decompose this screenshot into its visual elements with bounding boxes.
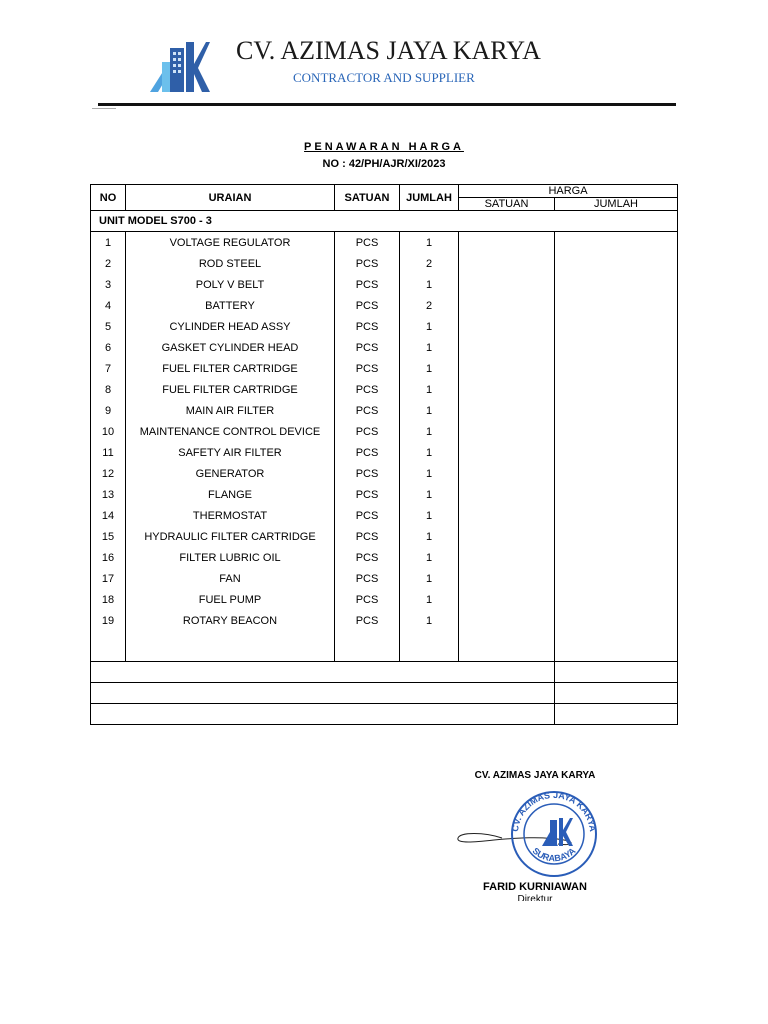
summary-row: [91, 704, 678, 725]
cell-harga-satuan: [459, 463, 555, 484]
table-row: [91, 295, 678, 316]
cell-harga-satuan: [459, 568, 555, 589]
cell-harga-jumlah: [555, 400, 678, 421]
header-divider-accent: [92, 108, 116, 109]
stamp-text-bottom: SURABAYA: [530, 845, 578, 864]
cell-jumlah: 1: [400, 358, 459, 379]
cell-harga-satuan: [459, 274, 555, 295]
filler-cell: [459, 631, 555, 662]
table-row: [91, 463, 678, 484]
cell-no: 4: [91, 295, 126, 316]
table-row: [91, 274, 678, 295]
cell-jumlah: 1: [400, 463, 459, 484]
header-divider: [98, 103, 676, 106]
cell-no: 17: [91, 568, 126, 589]
company-logo: [150, 40, 210, 96]
cell-uraian: FLANGE: [126, 484, 335, 505]
table-header-row: [91, 185, 678, 198]
cell-satuan: PCS: [335, 274, 400, 295]
cell-harga-satuan: [459, 400, 555, 421]
table-row: [91, 526, 678, 547]
unit-model-row: [91, 211, 678, 232]
cell-satuan: PCS: [335, 463, 400, 484]
summary-row: [91, 683, 678, 704]
summary-row: [91, 662, 678, 683]
cell-jumlah: 2: [400, 253, 459, 274]
cell-harga-jumlah: [555, 610, 678, 631]
cell-harga-jumlah: [555, 253, 678, 274]
cell-harga-jumlah: [555, 463, 678, 484]
cell-satuan: PCS: [335, 505, 400, 526]
cell-no: 2: [91, 253, 126, 274]
cell-uraian: THERMOSTAT: [126, 505, 335, 526]
filler-cell: [335, 631, 400, 662]
cell-no: 14: [91, 505, 126, 526]
filler-cell: [555, 631, 678, 662]
table-row: [91, 358, 678, 379]
table-row: [91, 337, 678, 358]
cell-harga-satuan: [459, 232, 555, 254]
cell-jumlah: 1: [400, 568, 459, 589]
cell-no: 3: [91, 274, 126, 295]
cell-no: 6: [91, 337, 126, 358]
table-row: [91, 610, 678, 631]
cell-uraian: FUEL FILTER CARTRIDGE: [126, 358, 335, 379]
cell-harga-satuan: [459, 358, 555, 379]
company-tagline: CONTRACTOR AND SUPPLIER: [293, 70, 475, 85]
cell-satuan: PCS: [335, 421, 400, 442]
table-row: [91, 316, 678, 337]
cell-harga-satuan: [459, 337, 555, 358]
cell-harga-satuan: [459, 547, 555, 568]
cell-harga-satuan: [459, 484, 555, 505]
cell-harga-jumlah: [555, 547, 678, 568]
cell-satuan: PCS: [335, 484, 400, 505]
cell-no: 1: [91, 232, 126, 254]
cell-harga-satuan: [459, 526, 555, 547]
cell-harga-jumlah: [555, 568, 678, 589]
document-number: NO : 42/PH/AJR/XI/2023: [322, 158, 446, 170]
table-row: [91, 547, 678, 568]
header-harga-jumlah: JUMLAH: [555, 198, 678, 211]
cell-satuan: PCS: [335, 589, 400, 610]
cell-no: 8: [91, 379, 126, 400]
cell-satuan: PCS: [335, 358, 400, 379]
cell-harga-satuan: [459, 589, 555, 610]
cell-uraian: ROD STEEL: [126, 253, 335, 274]
cell-no: 16: [91, 547, 126, 568]
cell-harga-jumlah: [555, 295, 678, 316]
table-filler-row: [91, 631, 678, 662]
header-satuan: SATUAN: [335, 185, 400, 211]
cell-harga-satuan: [459, 253, 555, 274]
cell-jumlah: 1: [400, 421, 459, 442]
cell-uraian: FAN: [126, 568, 335, 589]
cell-jumlah: 1: [400, 337, 459, 358]
cell-jumlah: 1: [400, 274, 459, 295]
filler-cell: [400, 631, 459, 662]
cell-no: 19: [91, 610, 126, 631]
cell-satuan: PCS: [335, 526, 400, 547]
header-no: NO: [91, 185, 126, 211]
cell-uraian: POLY V BELT: [126, 274, 335, 295]
table-row: [91, 379, 678, 400]
cell-harga-satuan: [459, 379, 555, 400]
stamp-text-top: CV. AZIMAS JAYA KARYA: [509, 789, 599, 833]
cell-satuan: PCS: [335, 568, 400, 589]
cell-harga-satuan: [459, 610, 555, 631]
cell-harga-jumlah: [555, 484, 678, 505]
cell-harga-satuan: [459, 442, 555, 463]
cell-harga-satuan: [459, 316, 555, 337]
summary-value-cell: [555, 662, 678, 683]
cell-harga-satuan: [459, 505, 555, 526]
header-harga-satuan: SATUAN: [459, 198, 555, 211]
cell-harga-jumlah: [555, 442, 678, 463]
cell-jumlah: 1: [400, 589, 459, 610]
cell-harga-jumlah: [555, 232, 678, 254]
cell-uraian: FUEL PUMP: [126, 589, 335, 610]
cell-uraian: SAFETY AIR FILTER: [126, 442, 335, 463]
header-jumlah: JUMLAH: [400, 185, 459, 211]
cell-no: 7: [91, 358, 126, 379]
stamp-logo-icon: [542, 818, 573, 846]
cell-no: 12: [91, 463, 126, 484]
company-name: CV. AZIMAS JAYA KARYA: [236, 36, 541, 65]
table-row: [91, 400, 678, 421]
cell-satuan: PCS: [335, 379, 400, 400]
cell-satuan: PCS: [335, 316, 400, 337]
summary-value-cell: [555, 683, 678, 704]
filler-cell: [126, 631, 335, 662]
cell-jumlah: 1: [400, 442, 459, 463]
table-row: [91, 568, 678, 589]
cell-jumlah: 2: [400, 295, 459, 316]
table-row: [91, 253, 678, 274]
cell-satuan: PCS: [335, 547, 400, 568]
cell-harga-jumlah: [555, 589, 678, 610]
table-row: [91, 421, 678, 442]
cell-uraian: BATTERY: [126, 295, 335, 316]
cell-no: 5: [91, 316, 126, 337]
cell-jumlah: 1: [400, 505, 459, 526]
cell-jumlah: 1: [400, 232, 459, 254]
cell-uraian: FILTER LUBRIC OIL: [126, 547, 335, 568]
table-row: [91, 484, 678, 505]
cell-jumlah: 1: [400, 400, 459, 421]
cell-uraian: MAINTENANCE CONTROL DEVICE: [126, 421, 335, 442]
cell-harga-jumlah: [555, 421, 678, 442]
table-row: [91, 442, 678, 463]
cell-satuan: PCS: [335, 400, 400, 421]
company-stamp: [446, 782, 606, 882]
cell-harga-jumlah: [555, 505, 678, 526]
cell-no: 18: [91, 589, 126, 610]
cell-uraian: ROTARY BEACON: [126, 610, 335, 631]
cell-jumlah: 1: [400, 526, 459, 547]
table-row: [91, 232, 678, 254]
unit-model-label: UNIT MODEL S700 - 3: [91, 211, 678, 232]
cell-harga-jumlah: [555, 316, 678, 337]
header-uraian: URAIAN: [126, 185, 335, 211]
cell-uraian: VOLTAGE REGULATOR: [126, 232, 335, 254]
table-row: [91, 589, 678, 610]
summary-value-cell: [555, 704, 678, 725]
filler-cell: [91, 631, 126, 662]
cell-satuan: PCS: [335, 253, 400, 274]
cell-harga-satuan: [459, 295, 555, 316]
cell-uraian: CYLINDER HEAD ASSY: [126, 316, 335, 337]
cell-no: 15: [91, 526, 126, 547]
cell-harga-jumlah: [555, 337, 678, 358]
signatory-name: FARID KURNIAWAN: [483, 881, 587, 893]
signatory-title-clip: [440, 894, 630, 901]
cell-no: 9: [91, 400, 126, 421]
cell-no: 13: [91, 484, 126, 505]
cell-jumlah: 1: [400, 610, 459, 631]
cell-satuan: PCS: [335, 610, 400, 631]
cell-satuan: PCS: [335, 337, 400, 358]
cell-jumlah: 1: [400, 316, 459, 337]
document-title: PENAWARAN HARGA: [304, 141, 464, 153]
signatory-title: Direktur: [517, 894, 553, 901]
cell-uraian: GENERATOR: [126, 463, 335, 484]
cell-harga-satuan: [459, 421, 555, 442]
cell-satuan: PCS: [335, 295, 400, 316]
cell-uraian: GASKET CYLINDER HEAD: [126, 337, 335, 358]
cell-jumlah: 1: [400, 379, 459, 400]
cell-uraian: MAIN AIR FILTER: [126, 400, 335, 421]
cell-harga-jumlah: [555, 274, 678, 295]
cell-harga-jumlah: [555, 526, 678, 547]
price-offer-table: [90, 184, 678, 725]
summary-label-cell: [91, 662, 555, 683]
cell-no: 11: [91, 442, 126, 463]
cell-no: 10: [91, 421, 126, 442]
signature-company: CV. AZIMAS JAYA KARYA: [474, 770, 596, 781]
cell-uraian: FUEL FILTER CARTRIDGE: [126, 379, 335, 400]
cell-harga-jumlah: [555, 379, 678, 400]
cell-satuan: PCS: [335, 442, 400, 463]
cell-harga-jumlah: [555, 358, 678, 379]
summary-label-cell: [91, 704, 555, 725]
cell-jumlah: 1: [400, 547, 459, 568]
cell-uraian: HYDRAULIC FILTER CARTRIDGE: [126, 526, 335, 547]
cell-satuan: PCS: [335, 232, 400, 254]
cell-jumlah: 1: [400, 484, 459, 505]
header-harga: HARGA: [459, 185, 678, 198]
summary-label-cell: [91, 683, 555, 704]
table-row: [91, 505, 678, 526]
